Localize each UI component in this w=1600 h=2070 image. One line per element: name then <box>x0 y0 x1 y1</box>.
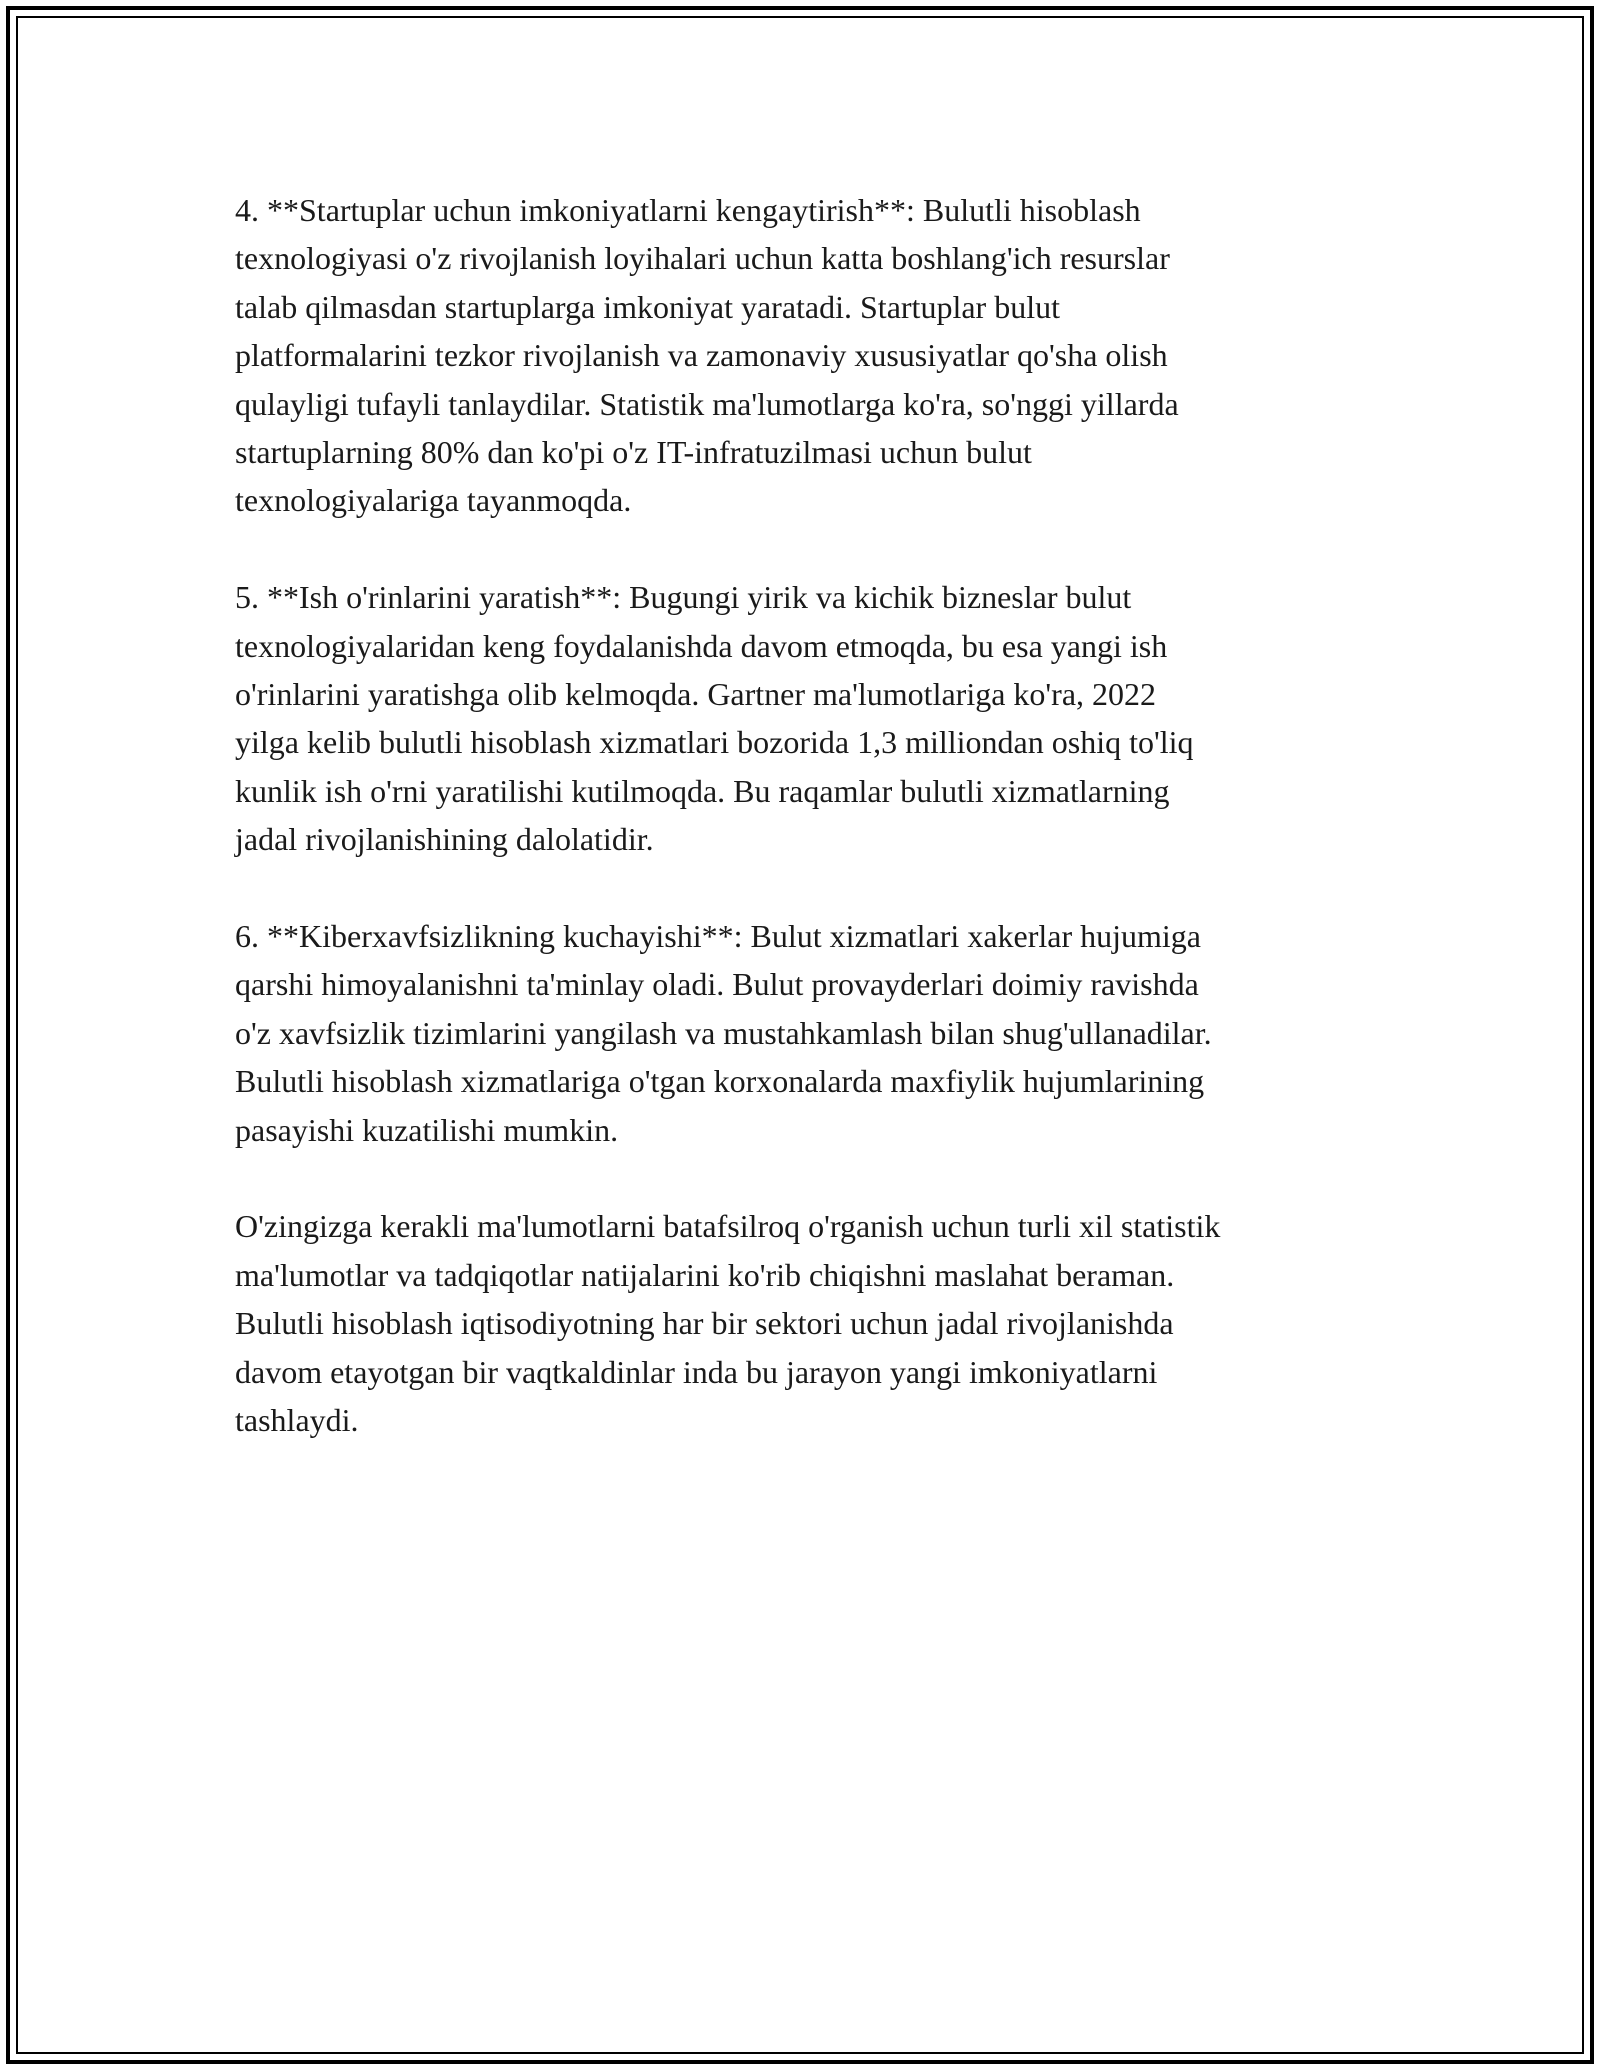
text-line: talab qilmasdan startuplarga imkoniyat yaratadi. Startuplar bulut <box>235 288 1060 325</box>
text-line: 5. **Ish o'rinlarini yaratish**: Bugungi yirik va kichik bizneslar bulut <box>235 579 1132 616</box>
text-line: 6. **Kiberxavfsizlikning kuchayishi**: Bulut xizmatlari xakerlar hujumiga <box>235 918 1201 955</box>
document-body <box>235 186 1375 1493</box>
text-line: tashlaydi. <box>235 1402 359 1439</box>
paragraph-startups <box>235 186 1375 525</box>
text-line: texnologiyalaridan keng foydalanishda davom etmoqda, bu esa yangi ish <box>235 627 1168 664</box>
text-line: davom etayotgan bir vaqtkaldinlar inda bu jarayon yangi imkoniyatlarni <box>235 1353 1158 1390</box>
text-line: texnologiyasi o'z rivojlanish loyihalari uchun katta boshlang'ich resurslar <box>235 240 1170 277</box>
paragraph-cybersecurity <box>235 912 1375 1154</box>
text-line: startuplarning 80% dan ko'pi o'z IT-infratuzilmasi uchun bulut <box>235 434 1032 471</box>
text-line: o'z xavfsizlik tizimlarini yangilash va mustahkamlash bilan shug'ullanadilar. <box>235 1014 1212 1051</box>
text-line: texnologiyalariga tayanmoqda. <box>235 482 632 519</box>
text-line: ma'lumotlar va tadqiqotlar natijalarini ko'rib chiqishni maslahat beraman. <box>235 1256 1175 1293</box>
text-line: qulayligi tufayli tanlaydilar. Statistik ma'lumotlarga ko'ra, so'nggi yillarda <box>235 385 1179 422</box>
text-line: platformalarini tezkor rivojlanish va zamonaviy xususiyatlar qo'sha olish <box>235 337 1168 374</box>
text-line: yilga kelib bulutli hisoblash xizmatlari bozorida 1,3 milliondan oshiq to'liq <box>235 724 1194 761</box>
text-line: qarshi himoyalanishni ta'minlay oladi. Bulut provayderlari doimiy ravishda <box>235 966 1199 1003</box>
text-line: pasayishi kuzatilishi mumkin. <box>235 1111 619 1148</box>
paragraph-conclusion <box>235 1202 1375 1444</box>
text-line: O'zingizga kerakli ma'lumotlarni batafsilroq o'rganish uchun turli xil statistik <box>235 1208 1221 1245</box>
text-line: Bulutli hisoblash xizmatlariga o'tgan korxonalarda maxfiylik hujumlarining <box>235 1063 1205 1100</box>
paragraph-jobs <box>235 573 1375 863</box>
text-line: jadal rivojlanishining dalolatidir. <box>235 821 654 858</box>
text-line: kunlik ish o'rni yaratilishi kutilmoqda. Bu raqamlar bulutli xizmatlarning <box>235 772 1170 809</box>
text-line: 4. **Startuplar uchun imkoniyatlarni kengaytirish**: Bulutli hisoblash <box>235 192 1141 228</box>
text-line: o'rinlarini yaratishga olib kelmoqda. Gartner ma'lumotlariga ko'ra, 2022 <box>235 676 1157 713</box>
text-line: Bulutli hisoblash iqtisodiyotning har bir sektori uchun jadal rivojlanishda <box>235 1305 1174 1342</box>
